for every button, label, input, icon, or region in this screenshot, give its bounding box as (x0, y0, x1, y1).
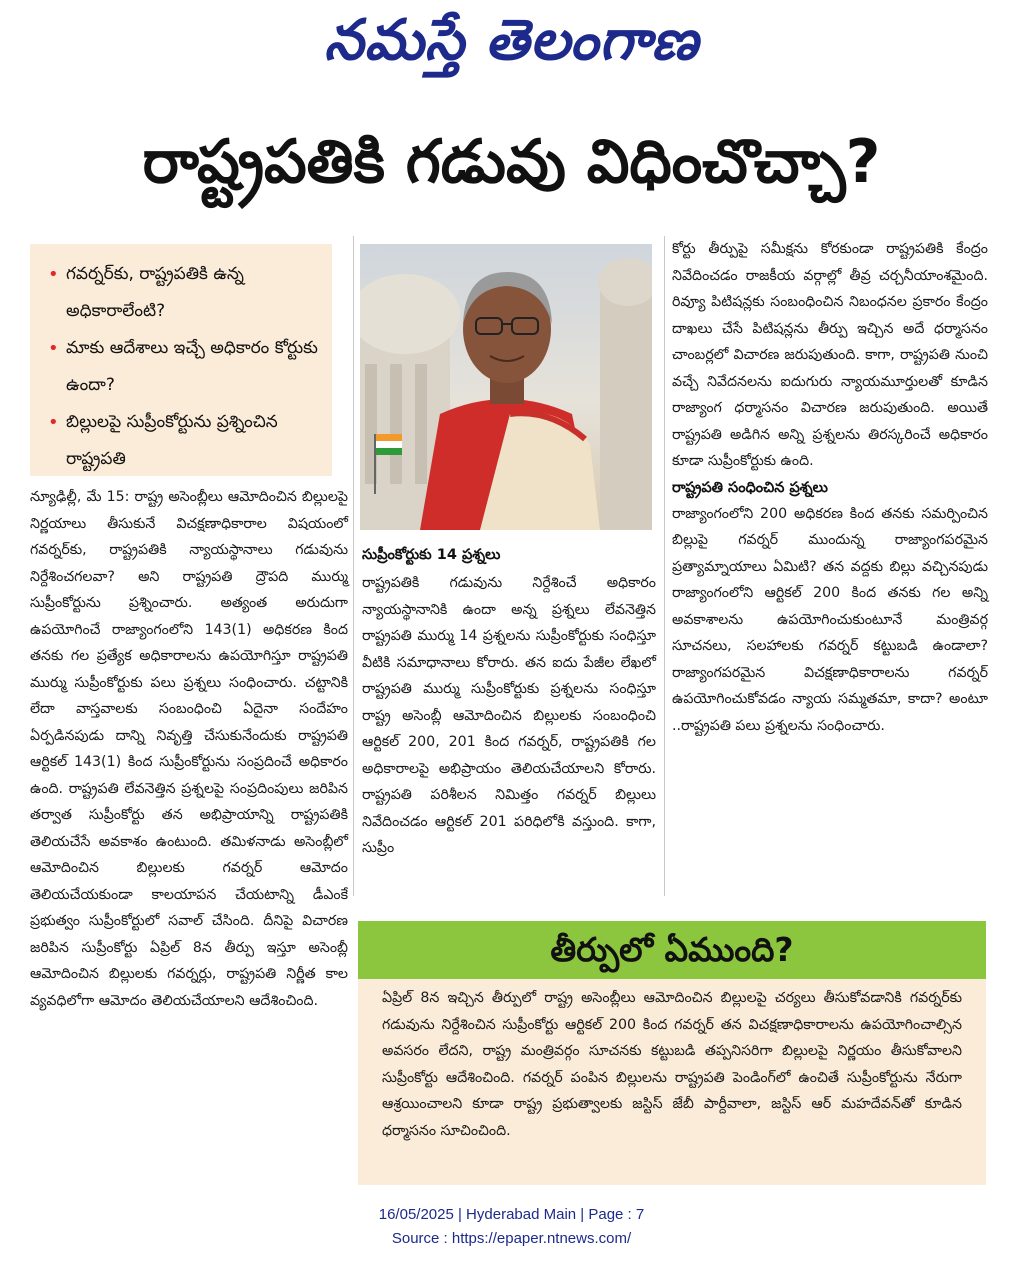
highlight-item: • బిల్లులపై సుప్రీంకోర్టును ప్రశ్నించిన రాష్ట్రపతి (48, 404, 320, 478)
verdict-box (358, 921, 986, 1185)
article-paragraph: కోర్టు తీర్పుపై సమీక్షను కోరకుండా రాష్ట్రపతికి కేంద్రం నివేదించడం రాజకీయ వర్గాల్లో తీవ్ర చర్చనీయాంశమైంది. రివ్యూ పిటిషన్లకు సంబంధించిన నిబంధనల ప్రకారం కేంద్రం దాఖలు చేసే పిటిషన్లను తీర్పు ఇచ్చిన అదే ధర్మాసనం చాంబర్లలో విచారణ జరుపుతుంది. కాగా, రాష్ట్రపతి నుంచి వచ్చే నివేదనలను ఐదుగురు న్యాయమూర్తులతో కూడిన రాజ్యాంగ ధర్మాసనం విచారణ జరుపుతుంది. అయితే రాష్ట్రపతి అడిగిన అన్ని ప్రశ్నలను తిరస్కరించే అధికారం కూడా సుప్రీంకోర్టుకు ఉంది. (672, 241, 988, 469)
president-photo (360, 244, 652, 530)
verdict-box-text: ఏప్రిల్ 8న ఇచ్చిన తీర్పులో రాష్ట్ర అసెంబ్లీలు ఆమోదించిన బిల్లులపై చర్యలు తీసుకోవడానికి గవర్నర్‌కు గడువును నిర్దేశించిన సుప్రీంకోర్టు ఆర్టికల్ 200 కింద గవర్నర్ తన విచక్షణాధికారాలను ఉపయోగించాల్సిన అవసరం లేదని, రాష్ట్ర మంత్రివర్గం సూచనకు కట్టుబడి తప్పనిసరిగా బిల్లులపై నిర్ణయం తీసుకోవాలని సుప్రీంకోర్టు ఆదేశించింది. గవర్నర్ పంపిన బిల్లులను రాష్ట్రపతి పెండింగ్‌లో ఉంచితే సుప్రీంకోర్టును నేరుగా ఆశ్రయించాలని కూడా రాష్ట్ర ప్రభుత్వాలకు జస్టిస్ జేబీ పార్దీవాలా, జస్టిస్ ఆర్ మహదేవన్‌తో కూడిన ధర్మాసనం సూచించింది. (382, 990, 962, 1139)
highlight-item: • గవర్నర్‌కు, రాష్ట్రపతికి ఉన్న అధికారాలేంటి? (48, 256, 320, 330)
highlight-item: • మాకు ఆదేశాలు ఇచ్చే అధికారం కోర్టుకు ఉందా? (48, 330, 320, 404)
footer-edition-info: 16/05/2025 | Hyderabad Main | Page : 7 (378, 1206, 645, 1223)
article-column-3 (672, 236, 988, 739)
highlights-box (30, 244, 332, 476)
verdict-box-title: తీర్పులో ఏముంది? (358, 921, 986, 979)
masthead-logo: నమస్తే తెలంగాణ (324, 8, 699, 73)
section-heading: సుప్రీంకోర్టుకు 14 ప్రశ్నలు (362, 547, 501, 563)
bullet-icon: • (48, 338, 59, 359)
bullet-icon: • (48, 264, 59, 285)
headline: రాష్ట్రపతికి గడువు విధించొచ్చా? (142, 127, 881, 197)
footer-source: Source : https://epaper.ntnews.com/ (391, 1230, 632, 1247)
article-column-2 (362, 570, 656, 862)
section-heading: రాష్ట్రపతి సంధించిన ప్రశ్నలు (672, 479, 828, 496)
column-divider (353, 236, 354, 896)
article-paragraph: రాష్ట్రపతికి గడువును నిర్దేశించే అధికారం న్యాయస్థానానికి ఉందా అన్న ప్రశ్నలు లేవనెత్తిన రాష్ట్రపతి ముర్ము 14 ప్రశ్నలను సుప్రీంకోర్టుకు సంధిస్తూ వీటికి సమాధానాలు కోరారు. తన ఐదు పేజీల లేఖలో రాష్ట్రపతి ముర్ము సుప్రీంకోర్టుకు ప్రశ్నలను సంధిస్తూ రాష్ట్ర అసెంబ్లీ ఆమోదించిన బిల్లులకు సంబంధించి ఆర్టికల్ 200, 201 కింద గవర్నర్, రాష్ట్రపతికి గల అధికారాలపై అభిప్రాయం తెలియచేయాలని కోరారు. రాష్ట్రపతి పరిశీలన నిమిత్తం గవర్నర్ బిల్లులు నివేదించడం ఆర్టికల్ 201 పరిధిలోకి వస్తుంది. కాగా, సుప్రీం (362, 575, 656, 856)
bullet-icon: • (48, 412, 59, 433)
column-divider (664, 236, 665, 896)
article-column-1 (30, 484, 348, 1014)
article-paragraph: న్యూఢిల్లీ, మే 15: రాష్ట్ర అసెంబ్లీలు ఆమోదించిన బిల్లులపై నిర్ణయాలు తీసుకునే విచక్షణాధికారాల విషయంలో గవర్నర్‌కు, రాష్ట్రపతికి న్యాయస్థానాలు గడువును నిర్దేశించగలవా? అని రాష్ట్రపతి ద్రౌపది ముర్ము సుప్రీంకోర్టును ప్రశ్నించారు. అత్యంత అరుదుగా ఉపయోగించే రాజ్యాంగంలోని 143(1) అధికరణ కింద తనకు గల ప్రత్యేక అధికారాలను ఉపయోగిస్తూ రాష్ట్రపతి ముర్ము సుప్రీంకోర్టుకు పలు ప్రశ్నలు సంధించారు. చట్టానికి లేదా వాస్తవాలకు సంబంధించి ఏదైనా సందేహం ఏర్పడినపుడు దాన్ని నివృత్తి చేసుకునేందుకు రాష్ట్రపతి ఆర్టికల్ 143(1) కింద సుప్రీంకోర్టును సంప్రదించే అధికారం ఉంది. రాష్ట్రపతి లేవనెత్తిన ప్రశ్నలపై సంప్రదింపులు జరిపిన తర్వాత సుప్రీంకోర్టు తన అభిప్రాయాన్ని రాష్ట్రపతికి తెలియచేసే అవకాశం ఉంటుంది. తమిళనాడు అసెంబ్లీలో ఆమోదించిన బిల్లులకు గవర్నర్ ఆమోదం తెలియచేయకుండా కాలయాపన చేయటాన్ని డీఎంకే ప్రభుత్వం సుప్రీంకోర్టులో సవాల్ చేసింది. దీనిపై విచారణ జరిపిన సుప్రీంకోర్టు ఏప్రిల్ 8న తీర్పు ఇస్తూ అసెంబ్లీ ఆమోదించిన బిల్లులకు గవర్నర్లు, రాష్ట్రపతి నిర్ణీత కాల వ్యవధిలోగా ఆమోదం తెలియచేయాలని ఆదేశించింది. (30, 489, 348, 1009)
article-paragraph: రాజ్యాంగంలోని 200 అధికరణ కింద తనకు సమర్పించిన బిల్లుపై గవర్నర్ ముందున్న రాజ్యాంగపరమైన ప్రత్యామ్నాయాలు ఏమిటి? తన వద్దకు బిల్లు వచ్చినపుడు రాజ్యాంగంలోని ఆర్టికల్ 200 కింద తనకు గల అన్ని అవకాశాలను ఉపయోగించుకుంటూనే మంత్రివర్గ సూచనలు, సలహాలకు గవర్నర్ కట్టుబడి ఉండాలా? రాజ్యాంగపరమైన విచక్షణాధికారాలను గవర్నర్ ఉపయోగించుకోవడం న్యాయ సమ్మతమా, కాదా? అంటూ ..రాష్ట్రపతి పలు ప్రశ్నలను సంధించారు. (672, 505, 988, 734)
photo-illustration (360, 244, 652, 530)
